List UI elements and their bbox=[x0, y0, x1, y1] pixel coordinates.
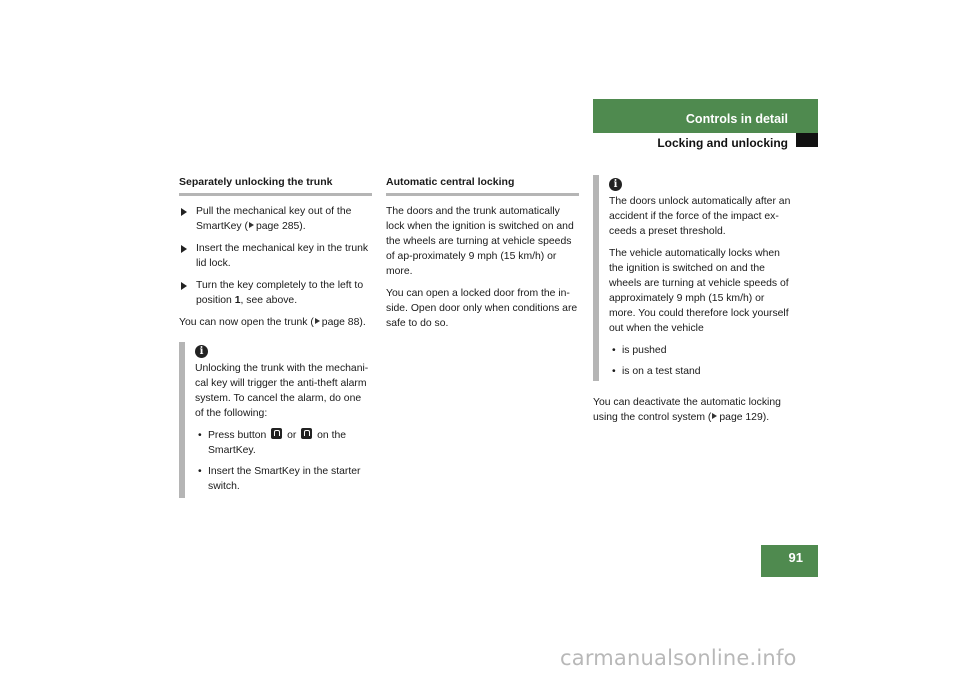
bullet-insert-key: • Insert the SmartKey in the starter switch. bbox=[198, 466, 361, 492]
auto-lock-paragraph: The doors and the trunk automatically lock when the ignition is switched on and the wheels are turning at vehicle speeds of ap-proximately 9 mph (15 km/h) or more. bbox=[386, 206, 574, 277]
info-note-auto-lock: i The doors unlock automatically after an accident if the force of the impact ex-ceeds a preset threshold. The vehicle automatically locks when the ignition is switched on and the wheels are turning at vehicle speeds of approximately 9 mph (15 km/h) or more. You could therefore lock yourself out when the vehicle • is pushed • is on a test stand bbox=[593, 175, 791, 381]
section-subtitle: Locking and unlocking bbox=[657, 136, 788, 150]
bullet-press-button: • Press button or on the SmartKey. bbox=[198, 430, 347, 456]
info-note-alarm: i Unlocking the trunk with the mechani-cal key will trigger the anti-theft alarm system. To cancel the alarm, do one of the following: • Press button or on the SmartKey. • Insert the SmartKey in the starter switch. bbox=[179, 342, 372, 498]
note-bar bbox=[179, 342, 185, 498]
column-3 bbox=[593, 175, 791, 432]
info-icon: i bbox=[609, 178, 622, 191]
page-ref-icon bbox=[315, 318, 320, 324]
header-marker bbox=[796, 133, 818, 147]
step-2: Insert the mechanical key in the trunk lid lock. bbox=[179, 241, 372, 271]
page-ref-link[interactable]: page 285). bbox=[255, 221, 306, 232]
arrow-bullet-icon bbox=[181, 208, 187, 216]
heading-auto-locking: Automatic central locking bbox=[386, 175, 579, 196]
info-icon: i bbox=[195, 345, 208, 358]
step-1: Pull the mechanical key out of the SmartKey ( page 285). bbox=[179, 204, 372, 234]
heading-unlock-trunk: Separately unlocking the trunk bbox=[179, 175, 372, 196]
watermark: carmanualsonline.info bbox=[560, 646, 797, 670]
page-ref-icon bbox=[249, 222, 254, 228]
step-3: Turn the key completely to the left to position 1, see above. bbox=[179, 278, 372, 308]
page-ref-link[interactable]: page 88). bbox=[321, 317, 366, 328]
column-1 bbox=[179, 175, 372, 498]
bullet-test-stand: • is on a test stand bbox=[612, 366, 701, 377]
page-ref-link[interactable]: page 129). bbox=[719, 412, 770, 423]
column-2 bbox=[386, 175, 579, 338]
section-title: Controls in detail bbox=[685, 112, 788, 126]
open-door-paragraph: You can open a locked door from the in-side. Open door only when conditions are safe to do so. bbox=[386, 288, 578, 329]
page-number: 91 bbox=[788, 550, 803, 565]
note-bar bbox=[593, 175, 599, 381]
page-ref-icon bbox=[712, 413, 717, 419]
arrow-bullet-icon bbox=[181, 245, 187, 253]
arrow-bullet-icon bbox=[181, 282, 187, 290]
deactivate-paragraph: You can deactivate the automatic locking using the control system ( page 129). bbox=[593, 397, 781, 423]
lock-button-icon bbox=[271, 428, 282, 439]
unlock-button-icon bbox=[301, 428, 312, 439]
trunk-open-paragraph: You can now open the trunk ( page 88). bbox=[179, 317, 366, 328]
bullet-pushed: • is pushed bbox=[612, 345, 667, 356]
